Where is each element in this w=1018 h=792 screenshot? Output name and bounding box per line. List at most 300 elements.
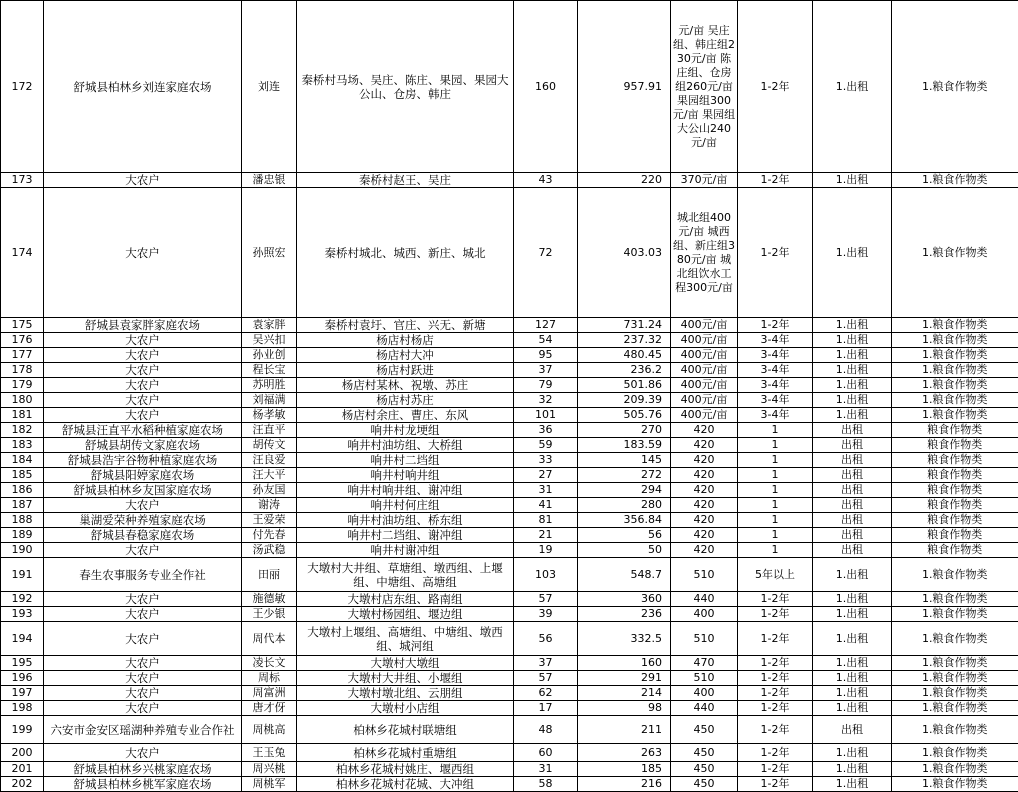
cell-term[interactable]: 1 bbox=[738, 453, 813, 468]
cell-transfer-mode[interactable]: 出租 bbox=[813, 528, 892, 543]
cell-households[interactable]: 19 bbox=[514, 543, 578, 558]
cell-operator-name[interactable]: 大农户 bbox=[44, 592, 242, 607]
cell-term[interactable]: 1-2年 bbox=[738, 656, 813, 671]
cell-contact-person[interactable]: 汪直平 bbox=[242, 423, 297, 438]
cell-land-use[interactable]: 1.粮食作物类 bbox=[892, 408, 1018, 423]
cell-term[interactable]: 1-2年 bbox=[738, 777, 813, 792]
cell-transfer-mode[interactable]: 出租 bbox=[813, 468, 892, 483]
cell-households[interactable]: 36 bbox=[514, 423, 578, 438]
cell-operator-name[interactable]: 六安市金安区瑶湖种养殖专业合作社 bbox=[44, 716, 242, 744]
cell-households[interactable]: 59 bbox=[514, 438, 578, 453]
cell-area[interactable]: 145 bbox=[578, 453, 671, 468]
cell-area[interactable]: 291 bbox=[578, 671, 671, 686]
cell-households[interactable]: 101 bbox=[514, 408, 578, 423]
cell-term[interactable]: 1-2年 bbox=[738, 607, 813, 622]
cell-operator-name[interactable]: 大农户 bbox=[44, 671, 242, 686]
cell-id[interactable]: 178 bbox=[1, 363, 44, 378]
cell-households[interactable]: 33 bbox=[514, 453, 578, 468]
cell-location[interactable]: 响井村油坊组、大桥组 bbox=[297, 438, 514, 453]
cell-term[interactable]: 1-2年 bbox=[738, 622, 813, 656]
cell-term[interactable]: 1-2年 bbox=[738, 716, 813, 744]
cell-term[interactable]: 1-2年 bbox=[738, 701, 813, 716]
cell-households[interactable]: 17 bbox=[514, 701, 578, 716]
cell-households[interactable]: 54 bbox=[514, 333, 578, 348]
cell-land-use[interactable]: 1.粮食作物类 bbox=[892, 333, 1018, 348]
cell-operator-name[interactable]: 大农户 bbox=[44, 607, 242, 622]
cell-transfer-mode[interactable]: 1.出租 bbox=[813, 671, 892, 686]
cell-land-use[interactable]: 粮食作物类 bbox=[892, 543, 1018, 558]
cell-area[interactable]: 160 bbox=[578, 656, 671, 671]
cell-area[interactable]: 209.39 bbox=[578, 393, 671, 408]
cell-id[interactable]: 175 bbox=[1, 318, 44, 333]
cell-location[interactable]: 大墩村杨园组、堰边组 bbox=[297, 607, 514, 622]
cell-operator-name[interactable]: 舒城县柏林乡友国家庭农场 bbox=[44, 483, 242, 498]
cell-term[interactable]: 3-4年 bbox=[738, 348, 813, 363]
cell-location[interactable]: 秦桥村马场、吴庄、陈庄、果园、果园大公山、仓房、韩庄 bbox=[297, 1, 514, 173]
cell-area[interactable]: 294 bbox=[578, 483, 671, 498]
cell-transfer-mode[interactable]: 1.出租 bbox=[813, 686, 892, 701]
cell-households[interactable]: 39 bbox=[514, 607, 578, 622]
cell-id[interactable]: 189 bbox=[1, 528, 44, 543]
cell-transfer-mode[interactable]: 1.出租 bbox=[813, 656, 892, 671]
cell-contact-person[interactable]: 周代本 bbox=[242, 622, 297, 656]
cell-transfer-mode[interactable]: 1.出租 bbox=[813, 592, 892, 607]
cell-location[interactable]: 大墩村小店组 bbox=[297, 701, 514, 716]
cell-price[interactable]: 510 bbox=[671, 558, 738, 592]
cell-contact-person[interactable]: 杨孝敏 bbox=[242, 408, 297, 423]
cell-households[interactable]: 48 bbox=[514, 716, 578, 744]
cell-land-use[interactable]: 1.粮食作物类 bbox=[892, 607, 1018, 622]
cell-id[interactable]: 196 bbox=[1, 671, 44, 686]
cell-price[interactable]: 440 bbox=[671, 592, 738, 607]
cell-location[interactable]: 柏林乡花城村姚庄、堰西组 bbox=[297, 762, 514, 777]
cell-transfer-mode[interactable]: 1.出租 bbox=[813, 701, 892, 716]
cell-land-use[interactable]: 粮食作物类 bbox=[892, 468, 1018, 483]
cell-location[interactable]: 大墩村大墩组 bbox=[297, 656, 514, 671]
cell-price[interactable]: 420 bbox=[671, 423, 738, 438]
cell-id[interactable]: 194 bbox=[1, 622, 44, 656]
cell-term[interactable]: 3-4年 bbox=[738, 378, 813, 393]
cell-id[interactable]: 200 bbox=[1, 744, 44, 762]
cell-id[interactable]: 198 bbox=[1, 701, 44, 716]
cell-land-use[interactable]: 粮食作物类 bbox=[892, 528, 1018, 543]
cell-area[interactable]: 280 bbox=[578, 498, 671, 513]
cell-area[interactable]: 501.86 bbox=[578, 378, 671, 393]
cell-operator-name[interactable]: 大农户 bbox=[44, 173, 242, 188]
cell-price[interactable]: 420 bbox=[671, 483, 738, 498]
cell-id[interactable]: 183 bbox=[1, 438, 44, 453]
cell-operator-name[interactable]: 大农户 bbox=[44, 656, 242, 671]
cell-id[interactable]: 193 bbox=[1, 607, 44, 622]
cell-id[interactable]: 191 bbox=[1, 558, 44, 592]
cell-id[interactable]: 185 bbox=[1, 468, 44, 483]
cell-land-use[interactable]: 1.粮食作物类 bbox=[892, 671, 1018, 686]
cell-land-use[interactable]: 1.粮食作物类 bbox=[892, 701, 1018, 716]
cell-contact-person[interactable]: 刘连 bbox=[242, 1, 297, 173]
cell-contact-person[interactable]: 孙友国 bbox=[242, 483, 297, 498]
cell-contact-person[interactable]: 孙业创 bbox=[242, 348, 297, 363]
cell-id[interactable]: 195 bbox=[1, 656, 44, 671]
cell-price[interactable]: 440 bbox=[671, 701, 738, 716]
cell-location[interactable]: 响井村谢冲组 bbox=[297, 543, 514, 558]
cell-location[interactable]: 秦桥村袁圩、官庄、兴无、新塘 bbox=[297, 318, 514, 333]
cell-land-use[interactable]: 1.粮食作物类 bbox=[892, 188, 1018, 318]
cell-operator-name[interactable]: 大农户 bbox=[44, 686, 242, 701]
cell-transfer-mode[interactable]: 出租 bbox=[813, 716, 892, 744]
cell-households[interactable]: 57 bbox=[514, 592, 578, 607]
cell-transfer-mode[interactable]: 出租 bbox=[813, 543, 892, 558]
cell-contact-person[interactable]: 周兴桃 bbox=[242, 762, 297, 777]
cell-location[interactable]: 响井村二垱组 bbox=[297, 453, 514, 468]
cell-id[interactable]: 181 bbox=[1, 408, 44, 423]
cell-location[interactable]: 大墩村墩北组、云朋组 bbox=[297, 686, 514, 701]
cell-term[interactable]: 3-4年 bbox=[738, 333, 813, 348]
cell-operator-name[interactable]: 大农户 bbox=[44, 393, 242, 408]
cell-transfer-mode[interactable]: 1.出租 bbox=[813, 378, 892, 393]
cell-id[interactable]: 174 bbox=[1, 188, 44, 318]
cell-transfer-mode[interactable]: 1.出租 bbox=[813, 558, 892, 592]
cell-land-use[interactable]: 1.粮食作物类 bbox=[892, 363, 1018, 378]
cell-operator-name[interactable]: 舒城县汪直平水稻种植家庭农场 bbox=[44, 423, 242, 438]
cell-transfer-mode[interactable]: 出租 bbox=[813, 513, 892, 528]
cell-contact-person[interactable]: 潘忠银 bbox=[242, 173, 297, 188]
cell-land-use[interactable]: 1.粮食作物类 bbox=[892, 762, 1018, 777]
cell-contact-person[interactable]: 周桃军 bbox=[242, 777, 297, 792]
cell-term[interactable]: 1 bbox=[738, 513, 813, 528]
cell-households[interactable]: 103 bbox=[514, 558, 578, 592]
cell-operator-name[interactable]: 大农户 bbox=[44, 378, 242, 393]
cell-location[interactable]: 杨店村跃进 bbox=[297, 363, 514, 378]
cell-transfer-mode[interactable]: 1.出租 bbox=[813, 348, 892, 363]
cell-households[interactable]: 41 bbox=[514, 498, 578, 513]
cell-land-use[interactable]: 1.粮食作物类 bbox=[892, 777, 1018, 792]
cell-households[interactable]: 60 bbox=[514, 744, 578, 762]
cell-land-use[interactable]: 1.粮食作物类 bbox=[892, 393, 1018, 408]
cell-land-use[interactable]: 粮食作物类 bbox=[892, 513, 1018, 528]
cell-id[interactable]: 188 bbox=[1, 513, 44, 528]
cell-id[interactable]: 182 bbox=[1, 423, 44, 438]
cell-term[interactable]: 1-2年 bbox=[738, 188, 813, 318]
cell-operator-name[interactable]: 舒城县阳婷家庭农场 bbox=[44, 468, 242, 483]
cell-contact-person[interactable]: 周标 bbox=[242, 671, 297, 686]
cell-term[interactable]: 3-4年 bbox=[738, 393, 813, 408]
cell-area[interactable]: 403.03 bbox=[578, 188, 671, 318]
cell-area[interactable]: 237.32 bbox=[578, 333, 671, 348]
cell-land-use[interactable]: 1.粮食作物类 bbox=[892, 558, 1018, 592]
cell-transfer-mode[interactable]: 出租 bbox=[813, 438, 892, 453]
cell-id[interactable]: 201 bbox=[1, 762, 44, 777]
cell-land-use[interactable]: 1.粮食作物类 bbox=[892, 173, 1018, 188]
cell-operator-name[interactable]: 舒城县柏林乡刘连家庭农场 bbox=[44, 1, 242, 173]
cell-transfer-mode[interactable]: 1.出租 bbox=[813, 762, 892, 777]
cell-land-use[interactable]: 粮食作物类 bbox=[892, 453, 1018, 468]
cell-location[interactable]: 杨店村某林、祝墩、苏庄 bbox=[297, 378, 514, 393]
cell-households[interactable]: 56 bbox=[514, 622, 578, 656]
cell-price[interactable]: 420 bbox=[671, 468, 738, 483]
cell-transfer-mode[interactable]: 出租 bbox=[813, 423, 892, 438]
cell-area[interactable]: 272 bbox=[578, 468, 671, 483]
cell-households[interactable]: 127 bbox=[514, 318, 578, 333]
cell-contact-person[interactable]: 王玉兔 bbox=[242, 744, 297, 762]
cell-transfer-mode[interactable]: 1.出租 bbox=[813, 607, 892, 622]
cell-contact-person[interactable]: 刘福满 bbox=[242, 393, 297, 408]
cell-contact-person[interactable]: 汪大平 bbox=[242, 468, 297, 483]
cell-location[interactable]: 秦桥村赵王、吴庄 bbox=[297, 173, 514, 188]
cell-area[interactable]: 731.24 bbox=[578, 318, 671, 333]
cell-id[interactable]: 176 bbox=[1, 333, 44, 348]
cell-operator-name[interactable]: 大农户 bbox=[44, 744, 242, 762]
cell-households[interactable]: 43 bbox=[514, 173, 578, 188]
cell-land-use[interactable]: 1.粮食作物类 bbox=[892, 744, 1018, 762]
cell-contact-person[interactable]: 汪良爱 bbox=[242, 453, 297, 468]
cell-term[interactable]: 1-2年 bbox=[738, 686, 813, 701]
cell-households[interactable]: 37 bbox=[514, 656, 578, 671]
cell-id[interactable]: 180 bbox=[1, 393, 44, 408]
cell-households[interactable]: 160 bbox=[514, 1, 578, 173]
cell-operator-name[interactable]: 大农户 bbox=[44, 363, 242, 378]
cell-area[interactable]: 183.59 bbox=[578, 438, 671, 453]
cell-land-use[interactable]: 1.粮食作物类 bbox=[892, 348, 1018, 363]
cell-price[interactable]: 420 bbox=[671, 438, 738, 453]
cell-operator-name[interactable]: 舒城县袁家胖家庭农场 bbox=[44, 318, 242, 333]
cell-area[interactable]: 356.84 bbox=[578, 513, 671, 528]
cell-price[interactable]: 城北组400元/亩 城西组、新庄组380元/亩 城北组饮水工程300元/亩 bbox=[671, 188, 738, 318]
cell-area[interactable]: 236 bbox=[578, 607, 671, 622]
cell-area[interactable]: 211 bbox=[578, 716, 671, 744]
cell-id[interactable]: 192 bbox=[1, 592, 44, 607]
cell-transfer-mode[interactable]: 出租 bbox=[813, 483, 892, 498]
cell-land-use[interactable]: 粮食作物类 bbox=[892, 498, 1018, 513]
cell-land-use[interactable]: 1.粮食作物类 bbox=[892, 686, 1018, 701]
cell-term[interactable]: 1 bbox=[738, 438, 813, 453]
cell-land-use[interactable]: 1.粮食作物类 bbox=[892, 318, 1018, 333]
cell-location[interactable]: 响井村响井组、谢冲组 bbox=[297, 483, 514, 498]
cell-location[interactable]: 响井村二垱组、谢冲组 bbox=[297, 528, 514, 543]
cell-location[interactable]: 响井村何庄组 bbox=[297, 498, 514, 513]
cell-area[interactable]: 214 bbox=[578, 686, 671, 701]
cell-id[interactable]: 172 bbox=[1, 1, 44, 173]
cell-transfer-mode[interactable]: 1.出租 bbox=[813, 393, 892, 408]
cell-location[interactable]: 杨店村大冲 bbox=[297, 348, 514, 363]
cell-location[interactable]: 大墩村店东组、路南组 bbox=[297, 592, 514, 607]
cell-households[interactable]: 57 bbox=[514, 671, 578, 686]
cell-contact-person[interactable]: 谢涛 bbox=[242, 498, 297, 513]
cell-price[interactable]: 470 bbox=[671, 656, 738, 671]
cell-households[interactable]: 79 bbox=[514, 378, 578, 393]
cell-operator-name[interactable]: 大农户 bbox=[44, 408, 242, 423]
cell-operator-name[interactable]: 舒城县柏林乡桃军家庭农场 bbox=[44, 777, 242, 792]
cell-contact-person[interactable]: 苏明胜 bbox=[242, 378, 297, 393]
cell-operator-name[interactable]: 大农户 bbox=[44, 348, 242, 363]
cell-households[interactable]: 27 bbox=[514, 468, 578, 483]
cell-term[interactable]: 3-4年 bbox=[738, 408, 813, 423]
cell-price[interactable]: 400 bbox=[671, 686, 738, 701]
cell-contact-person[interactable]: 田丽 bbox=[242, 558, 297, 592]
cell-contact-person[interactable]: 唐才伢 bbox=[242, 701, 297, 716]
cell-households[interactable]: 21 bbox=[514, 528, 578, 543]
cell-price[interactable]: 370元/亩 bbox=[671, 173, 738, 188]
cell-land-use[interactable]: 1.粮食作物类 bbox=[892, 656, 1018, 671]
cell-location[interactable]: 响井村龙埂组 bbox=[297, 423, 514, 438]
cell-term[interactable]: 1-2年 bbox=[738, 671, 813, 686]
cell-transfer-mode[interactable]: 1.出租 bbox=[813, 318, 892, 333]
cell-operator-name[interactable]: 巢湖爱荣种养殖家庭农场 bbox=[44, 513, 242, 528]
cell-term[interactable]: 5年以上 bbox=[738, 558, 813, 592]
cell-transfer-mode[interactable]: 1.出租 bbox=[813, 188, 892, 318]
cell-location[interactable]: 柏林乡花城村重塘组 bbox=[297, 744, 514, 762]
cell-households[interactable]: 31 bbox=[514, 762, 578, 777]
cell-contact-person[interactable]: 吴兴扣 bbox=[242, 333, 297, 348]
cell-operator-name[interactable]: 舒城县柏林乡兴桃家庭农场 bbox=[44, 762, 242, 777]
cell-contact-person[interactable]: 凌长文 bbox=[242, 656, 297, 671]
cell-area[interactable]: 216 bbox=[578, 777, 671, 792]
cell-area[interactable]: 50 bbox=[578, 543, 671, 558]
cell-price[interactable]: 400 bbox=[671, 607, 738, 622]
cell-operator-name[interactable]: 舒城县春稳家庭农场 bbox=[44, 528, 242, 543]
cell-contact-person[interactable]: 周富洲 bbox=[242, 686, 297, 701]
cell-term[interactable]: 1-2年 bbox=[738, 744, 813, 762]
cell-id[interactable]: 202 bbox=[1, 777, 44, 792]
cell-households[interactable]: 32 bbox=[514, 393, 578, 408]
cell-price[interactable]: 510 bbox=[671, 671, 738, 686]
cell-location[interactable]: 杨店村苏庄 bbox=[297, 393, 514, 408]
cell-area[interactable]: 360 bbox=[578, 592, 671, 607]
cell-households[interactable]: 72 bbox=[514, 188, 578, 318]
cell-price[interactable]: 400元/亩 bbox=[671, 378, 738, 393]
cell-contact-person[interactable]: 周桃高 bbox=[242, 716, 297, 744]
cell-term[interactable]: 1 bbox=[738, 543, 813, 558]
cell-location[interactable]: 大墩村大井组、小堰组 bbox=[297, 671, 514, 686]
cell-operator-name[interactable]: 舒城县胡传文家庭农场 bbox=[44, 438, 242, 453]
cell-operator-name[interactable]: 大农户 bbox=[44, 543, 242, 558]
cell-id[interactable]: 177 bbox=[1, 348, 44, 363]
cell-contact-person[interactable]: 施德敏 bbox=[242, 592, 297, 607]
cell-price[interactable]: 400元/亩 bbox=[671, 393, 738, 408]
cell-price[interactable]: 400元/亩 bbox=[671, 318, 738, 333]
cell-id[interactable]: 179 bbox=[1, 378, 44, 393]
cell-price[interactable]: 420 bbox=[671, 528, 738, 543]
cell-price[interactable]: 400元/亩 bbox=[671, 333, 738, 348]
cell-area[interactable]: 185 bbox=[578, 762, 671, 777]
cell-term[interactable]: 1-2年 bbox=[738, 173, 813, 188]
cell-contact-person[interactable]: 孙照宏 bbox=[242, 188, 297, 318]
cell-price[interactable]: 400元/亩 bbox=[671, 408, 738, 423]
cell-location[interactable]: 响井村响井组 bbox=[297, 468, 514, 483]
cell-price[interactable]: 450 bbox=[671, 744, 738, 762]
cell-term[interactable]: 1 bbox=[738, 498, 813, 513]
cell-operator-name[interactable]: 大农户 bbox=[44, 188, 242, 318]
cell-price[interactable]: 420 bbox=[671, 453, 738, 468]
cell-operator-name[interactable]: 舒城县浩宇谷物种植家庭农场 bbox=[44, 453, 242, 468]
cell-price[interactable]: 420 bbox=[671, 513, 738, 528]
cell-location[interactable]: 杨店村杨店 bbox=[297, 333, 514, 348]
cell-households[interactable]: 58 bbox=[514, 777, 578, 792]
cell-term[interactable]: 1-2年 bbox=[738, 762, 813, 777]
cell-area[interactable]: 263 bbox=[578, 744, 671, 762]
cell-households[interactable]: 37 bbox=[514, 363, 578, 378]
cell-transfer-mode[interactable]: 1.出租 bbox=[813, 622, 892, 656]
cell-transfer-mode[interactable]: 1.出租 bbox=[813, 744, 892, 762]
cell-price[interactable]: 420 bbox=[671, 498, 738, 513]
cell-households[interactable]: 31 bbox=[514, 483, 578, 498]
cell-location[interactable]: 大墩村大井组、草塘组、墩西组、上堰组、中塘组、高塘组 bbox=[297, 558, 514, 592]
cell-price[interactable]: 510 bbox=[671, 622, 738, 656]
cell-price[interactable]: 400元/亩 bbox=[671, 348, 738, 363]
cell-contact-person[interactable]: 王少银 bbox=[242, 607, 297, 622]
cell-land-use[interactable]: 1.粮食作物类 bbox=[892, 716, 1018, 744]
cell-land-use[interactable]: 1.粮食作物类 bbox=[892, 1, 1018, 173]
cell-term[interactable]: 1 bbox=[738, 483, 813, 498]
cell-transfer-mode[interactable]: 1.出租 bbox=[813, 1, 892, 173]
cell-term[interactable]: 1 bbox=[738, 468, 813, 483]
cell-area[interactable]: 236.2 bbox=[578, 363, 671, 378]
cell-area[interactable]: 332.5 bbox=[578, 622, 671, 656]
cell-land-use[interactable]: 1.粮食作物类 bbox=[892, 378, 1018, 393]
cell-location[interactable]: 响井村油坊组、桥东组 bbox=[297, 513, 514, 528]
cell-contact-person[interactable]: 程长宝 bbox=[242, 363, 297, 378]
cell-operator-name[interactable]: 大农户 bbox=[44, 622, 242, 656]
cell-location[interactable]: 柏林乡花城村联塘组 bbox=[297, 716, 514, 744]
cell-price[interactable]: 元/亩 吴庄组、韩庄组230元/亩 陈庄组、仓房组260元/亩 果园组300元/亩 果园组大公山240元/亩 bbox=[671, 1, 738, 173]
cell-price[interactable]: 450 bbox=[671, 716, 738, 744]
cell-transfer-mode[interactable]: 1.出租 bbox=[813, 173, 892, 188]
cell-transfer-mode[interactable]: 出租 bbox=[813, 453, 892, 468]
cell-price[interactable]: 420 bbox=[671, 543, 738, 558]
cell-operator-name[interactable]: 大农户 bbox=[44, 498, 242, 513]
cell-transfer-mode[interactable]: 1.出租 bbox=[813, 363, 892, 378]
cell-operator-name[interactable]: 春生农事服务专业全作社 bbox=[44, 558, 242, 592]
cell-id[interactable]: 173 bbox=[1, 173, 44, 188]
cell-term[interactable]: 1-2年 bbox=[738, 1, 813, 173]
cell-area[interactable]: 505.76 bbox=[578, 408, 671, 423]
cell-area[interactable]: 98 bbox=[578, 701, 671, 716]
cell-term[interactable]: 1-2年 bbox=[738, 318, 813, 333]
cell-area[interactable]: 548.7 bbox=[578, 558, 671, 592]
cell-contact-person[interactable]: 王爱荣 bbox=[242, 513, 297, 528]
cell-contact-person[interactable]: 付先春 bbox=[242, 528, 297, 543]
cell-households[interactable]: 81 bbox=[514, 513, 578, 528]
cell-area[interactable]: 220 bbox=[578, 173, 671, 188]
cell-land-use[interactable]: 粮食作物类 bbox=[892, 483, 1018, 498]
cell-location[interactable]: 秦桥村城北、城西、新庄、城北 bbox=[297, 188, 514, 318]
cell-contact-person[interactable]: 汤武稳 bbox=[242, 543, 297, 558]
cell-location[interactable]: 柏林乡花城村花城、大冲组 bbox=[297, 777, 514, 792]
cell-land-use[interactable]: 粮食作物类 bbox=[892, 423, 1018, 438]
cell-area[interactable]: 480.45 bbox=[578, 348, 671, 363]
cell-transfer-mode[interactable]: 1.出租 bbox=[813, 777, 892, 792]
cell-term[interactable]: 3-4年 bbox=[738, 363, 813, 378]
cell-area[interactable]: 270 bbox=[578, 423, 671, 438]
cell-transfer-mode[interactable]: 1.出租 bbox=[813, 333, 892, 348]
cell-price[interactable]: 450 bbox=[671, 777, 738, 792]
cell-land-use[interactable]: 粮食作物类 bbox=[892, 438, 1018, 453]
cell-price[interactable]: 450 bbox=[671, 762, 738, 777]
cell-id[interactable]: 197 bbox=[1, 686, 44, 701]
cell-id[interactable]: 184 bbox=[1, 453, 44, 468]
cell-price[interactable]: 400元/亩 bbox=[671, 363, 738, 378]
cell-households[interactable]: 62 bbox=[514, 686, 578, 701]
cell-land-use[interactable]: 1.粮食作物类 bbox=[892, 622, 1018, 656]
cell-id[interactable]: 190 bbox=[1, 543, 44, 558]
cell-contact-person[interactable]: 胡传文 bbox=[242, 438, 297, 453]
cell-term[interactable]: 1 bbox=[738, 423, 813, 438]
cell-location[interactable]: 杨店村余庄、曹庄、东风 bbox=[297, 408, 514, 423]
cell-id[interactable]: 187 bbox=[1, 498, 44, 513]
cell-id[interactable]: 186 bbox=[1, 483, 44, 498]
cell-transfer-mode[interactable]: 1.出租 bbox=[813, 408, 892, 423]
cell-households[interactable]: 95 bbox=[514, 348, 578, 363]
cell-operator-name[interactable]: 大农户 bbox=[44, 333, 242, 348]
